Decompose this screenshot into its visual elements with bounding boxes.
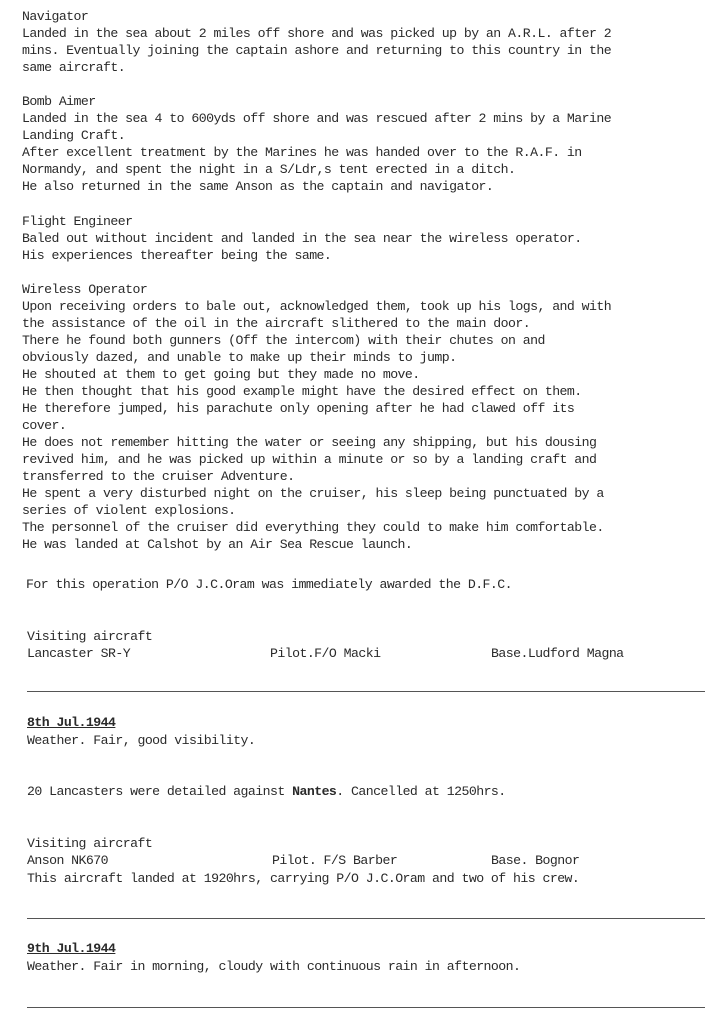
operations-text: 20 Lancasters were detailed against: [27, 784, 293, 799]
visiting-aircraft-pilot: Pilot. F/S Barber: [272, 853, 398, 868]
text-line: He also returned in the same Anson as the captain and navigator.: [22, 179, 494, 194]
section-heading-flight-engineer: Flight Engineer: [22, 214, 133, 229]
text-line: Landing Craft.: [22, 128, 126, 143]
text-line: obviously dazed, and unable to make up their minds to jump.: [22, 350, 457, 365]
text-line: Upon receiving orders to bale out, acknowledged them, took up his logs, and with: [22, 299, 612, 314]
visiting-aircraft-type: Anson NK670: [27, 853, 109, 868]
section-heading-navigator: Navigator: [22, 9, 89, 24]
text-line: The personnel of the cruiser did everything they could to make him comfortable.: [22, 520, 604, 535]
weather-line: Weather. Fair, good visibility.: [27, 733, 256, 748]
text-line: series of violent explosions.: [22, 503, 236, 518]
text-line: He therefore jumped, his parachute only opening after he had clawed off its: [22, 401, 575, 416]
text-line: Baled out without incident and landed in the sea near the wireless operator.: [22, 231, 582, 246]
text-line: Landed in the sea about 2 miles off shore and was picked up by an A.R.L. after 2: [22, 26, 612, 41]
text-line: His experiences thereafter being the same.: [22, 248, 332, 263]
text-line: the assistance of the oil in the aircraft slithered to the main door.: [22, 316, 531, 331]
text-line: He does not remember hitting the water or seeing any shipping, but his dousing: [22, 435, 597, 450]
weather-line: Weather. Fair in morning, cloudy with continuous rain in afternoon.: [27, 959, 521, 974]
divider: [27, 1007, 705, 1008]
text-line: He spent a very disturbed night on the cruiser, his sleep being punctuated by a: [22, 486, 604, 501]
text-line: He shouted at them to get going but they made no move.: [22, 367, 420, 382]
text-line: After excellent treatment by the Marines he was handed over to the R.A.F. in: [22, 145, 582, 160]
text-line: cover.: [22, 418, 67, 433]
text-line: mins. Eventually joining the captain ashore and returning to this country in the: [22, 43, 612, 58]
section-heading-wireless-operator: Wireless Operator: [22, 282, 148, 297]
visiting-aircraft-base: Base.Ludford Magna: [491, 646, 624, 661]
text-line: same aircraft.: [22, 60, 126, 75]
visiting-aircraft-pilot: Pilot.F/O Macki: [270, 646, 381, 661]
text-line: Normandy, and spent the night in a S/Ldr,s tent erected in a ditch.: [22, 162, 516, 177]
text-line: transferred to the cruiser Adventure.: [22, 469, 295, 484]
award-line: For this operation P/O J.C.Oram was immediately awarded the D.F.C.: [26, 577, 513, 592]
visiting-aircraft-heading: Visiting aircraft: [27, 836, 153, 851]
section-heading-bomb-aimer: Bomb Aimer: [22, 94, 96, 109]
entry-date: 9th Jul.1944: [27, 941, 116, 956]
operations-target: Nantes: [292, 784, 337, 799]
divider: [27, 918, 705, 919]
divider: [27, 691, 705, 692]
text-line: revived him, and he was picked up within a minute or so by a landing craft and: [22, 452, 597, 467]
text-line: He then thought that his good example might have the desired effect on them.: [22, 384, 582, 399]
operations-text: . Cancelled at 1250hrs.: [336, 784, 506, 799]
text-line: Landed in the sea 4 to 600yds off shore and was rescued after 2 mins by a Marine: [22, 111, 612, 126]
text-line: There he found both gunners (Off the intercom) with their chutes on and: [22, 333, 545, 348]
visiting-aircraft-base: Base. Bognor: [491, 853, 580, 868]
entry-date: 8th Jul.1944: [27, 715, 116, 730]
visiting-aircraft-heading: Visiting aircraft: [27, 629, 153, 644]
visiting-aircraft-type: Lancaster SR-Y: [27, 646, 131, 661]
text-line: He was landed at Calshot by an Air Sea Rescue launch.: [22, 537, 413, 552]
visiting-aircraft-note: This aircraft landed at 1920hrs, carrying P/O J.C.Oram and two of his crew.: [27, 871, 580, 886]
operations-line: [27, 783, 506, 800]
